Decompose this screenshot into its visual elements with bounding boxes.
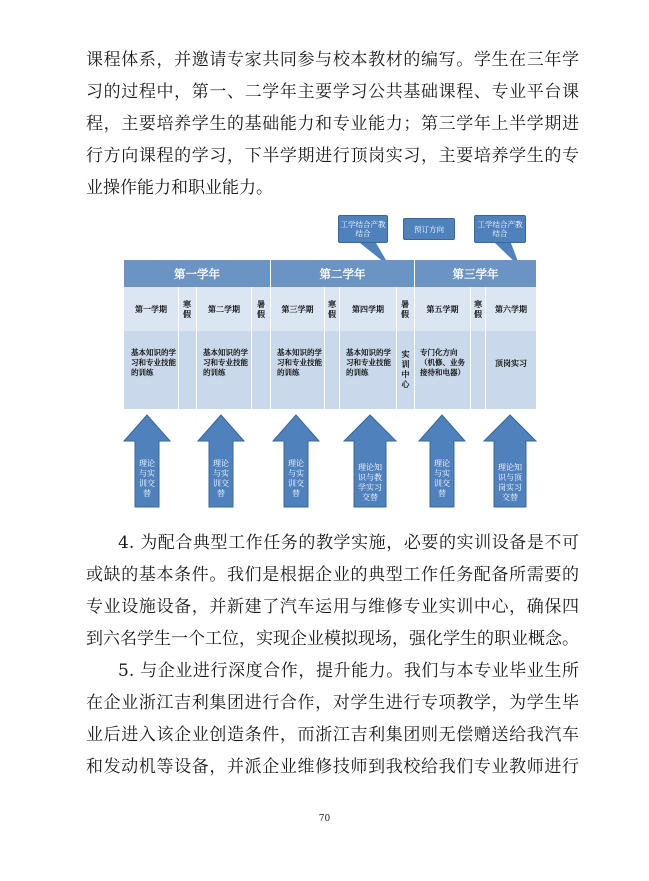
content-term-3: 基本知识的学习和专业技能的训练 [277,348,322,377]
text-line: 5. 与企业进行深度合作，提升能力。我们与本专业毕业生所 [118,661,579,681]
callout-work-study: 工学结合产教结合 [338,215,388,243]
term-6: 第六学期 [495,303,527,314]
paragraph-5 [86,655,579,783]
text-line: 或缺的基本条件。我们是根据企业的典型工作任务配备所需要的 [86,565,579,585]
content-term-6: 顶岗实习 [495,357,527,368]
arrow-label-5: 理论与实训交替 [434,459,450,498]
year-header-1: 第一学年 [124,260,270,287]
term-summer-break-2: 暑假 [401,299,409,319]
term-2: 第二学期 [208,303,240,314]
content-term-1: 基本知识的学习和专业技能的训练 [131,348,176,377]
content-term-4: 基本知识的学习和专业技能的训练 [346,348,391,377]
arrow-label-2: 理论与实训交替 [213,459,229,498]
term-3: 第三学期 [281,303,314,314]
text-line: 在企业浙江吉利集团进行合作，对学生进行专项教学，为学生毕 [86,693,579,713]
text-line: 业操作能力和职业能力。 [86,178,273,198]
text-line: 和发动机等设备，并派企业维修技师到我校给我们专业教师进行 [86,757,579,777]
content-training-center: 实训中心 [401,349,410,389]
arrow-shapes [120,215,540,515]
text-line: 程，主要培养学生的基础能力和专业能力；第三学年上半学期进 [86,114,579,134]
year-header-3: 第三学年 [415,260,536,287]
text-line: 专业设施设备，并新建了汽车运用与维修专业实训中心，确保四 [86,597,579,617]
paragraph-4 [86,527,579,655]
text-line: 到六名学生一个工位，实现企业模拟现场，强化学生的职业概念。 [86,629,579,649]
text-line: 习的过程中，第一、二学年主要学习公共基础课程、专业平台课 [86,82,579,102]
term-4: 第四学期 [352,303,384,314]
arrow-label-1: 理论与实训交替 [139,459,155,498]
callout-preset-direction: 预订方向 [403,218,455,240]
year-header-2: 第二学年 [271,260,414,287]
text-line: 业后进入该企业创造条件，而浙江吉利集团则无偿赠送给我汽车 [86,725,579,745]
term-summer-break-1: 暑假 [257,299,265,319]
curriculum-diagram [120,215,540,515]
text-line: 行方向课程的学习，下半学期进行顶岗实习，主要培养学生的专 [86,146,579,166]
page-number: 70 [318,814,331,824]
arrow-label-3: 理论与实训交替 [288,459,304,498]
content-term-5: 专门化方向（机修、业务接待和电器） [420,348,465,377]
term-winter-break-3: 寒假 [474,299,482,319]
arrow-label-6: 理论知识与顶岗实习交替 [498,463,522,502]
term-5: 第五学期 [426,303,459,314]
intro-paragraph [86,44,579,204]
text-line: 课程体系，并邀请专家共同参与校本教材的编写。学生在三年学 [86,50,579,70]
callout-work-study-2: 工学结合产教结合 [474,215,526,243]
content-term-2: 基本知识的学习和专业技能的训练 [203,348,248,377]
term-1: 第一学期 [135,303,167,314]
arrow-label-4: 理论知识与教学实习交替 [358,463,382,502]
term-winter-break-1: 寒假 [183,299,191,319]
term-winter-break-2: 寒假 [328,299,336,319]
text-line: 4. 为配合典型工作任务的教学实施，必要的实训设备是不可 [118,533,579,553]
